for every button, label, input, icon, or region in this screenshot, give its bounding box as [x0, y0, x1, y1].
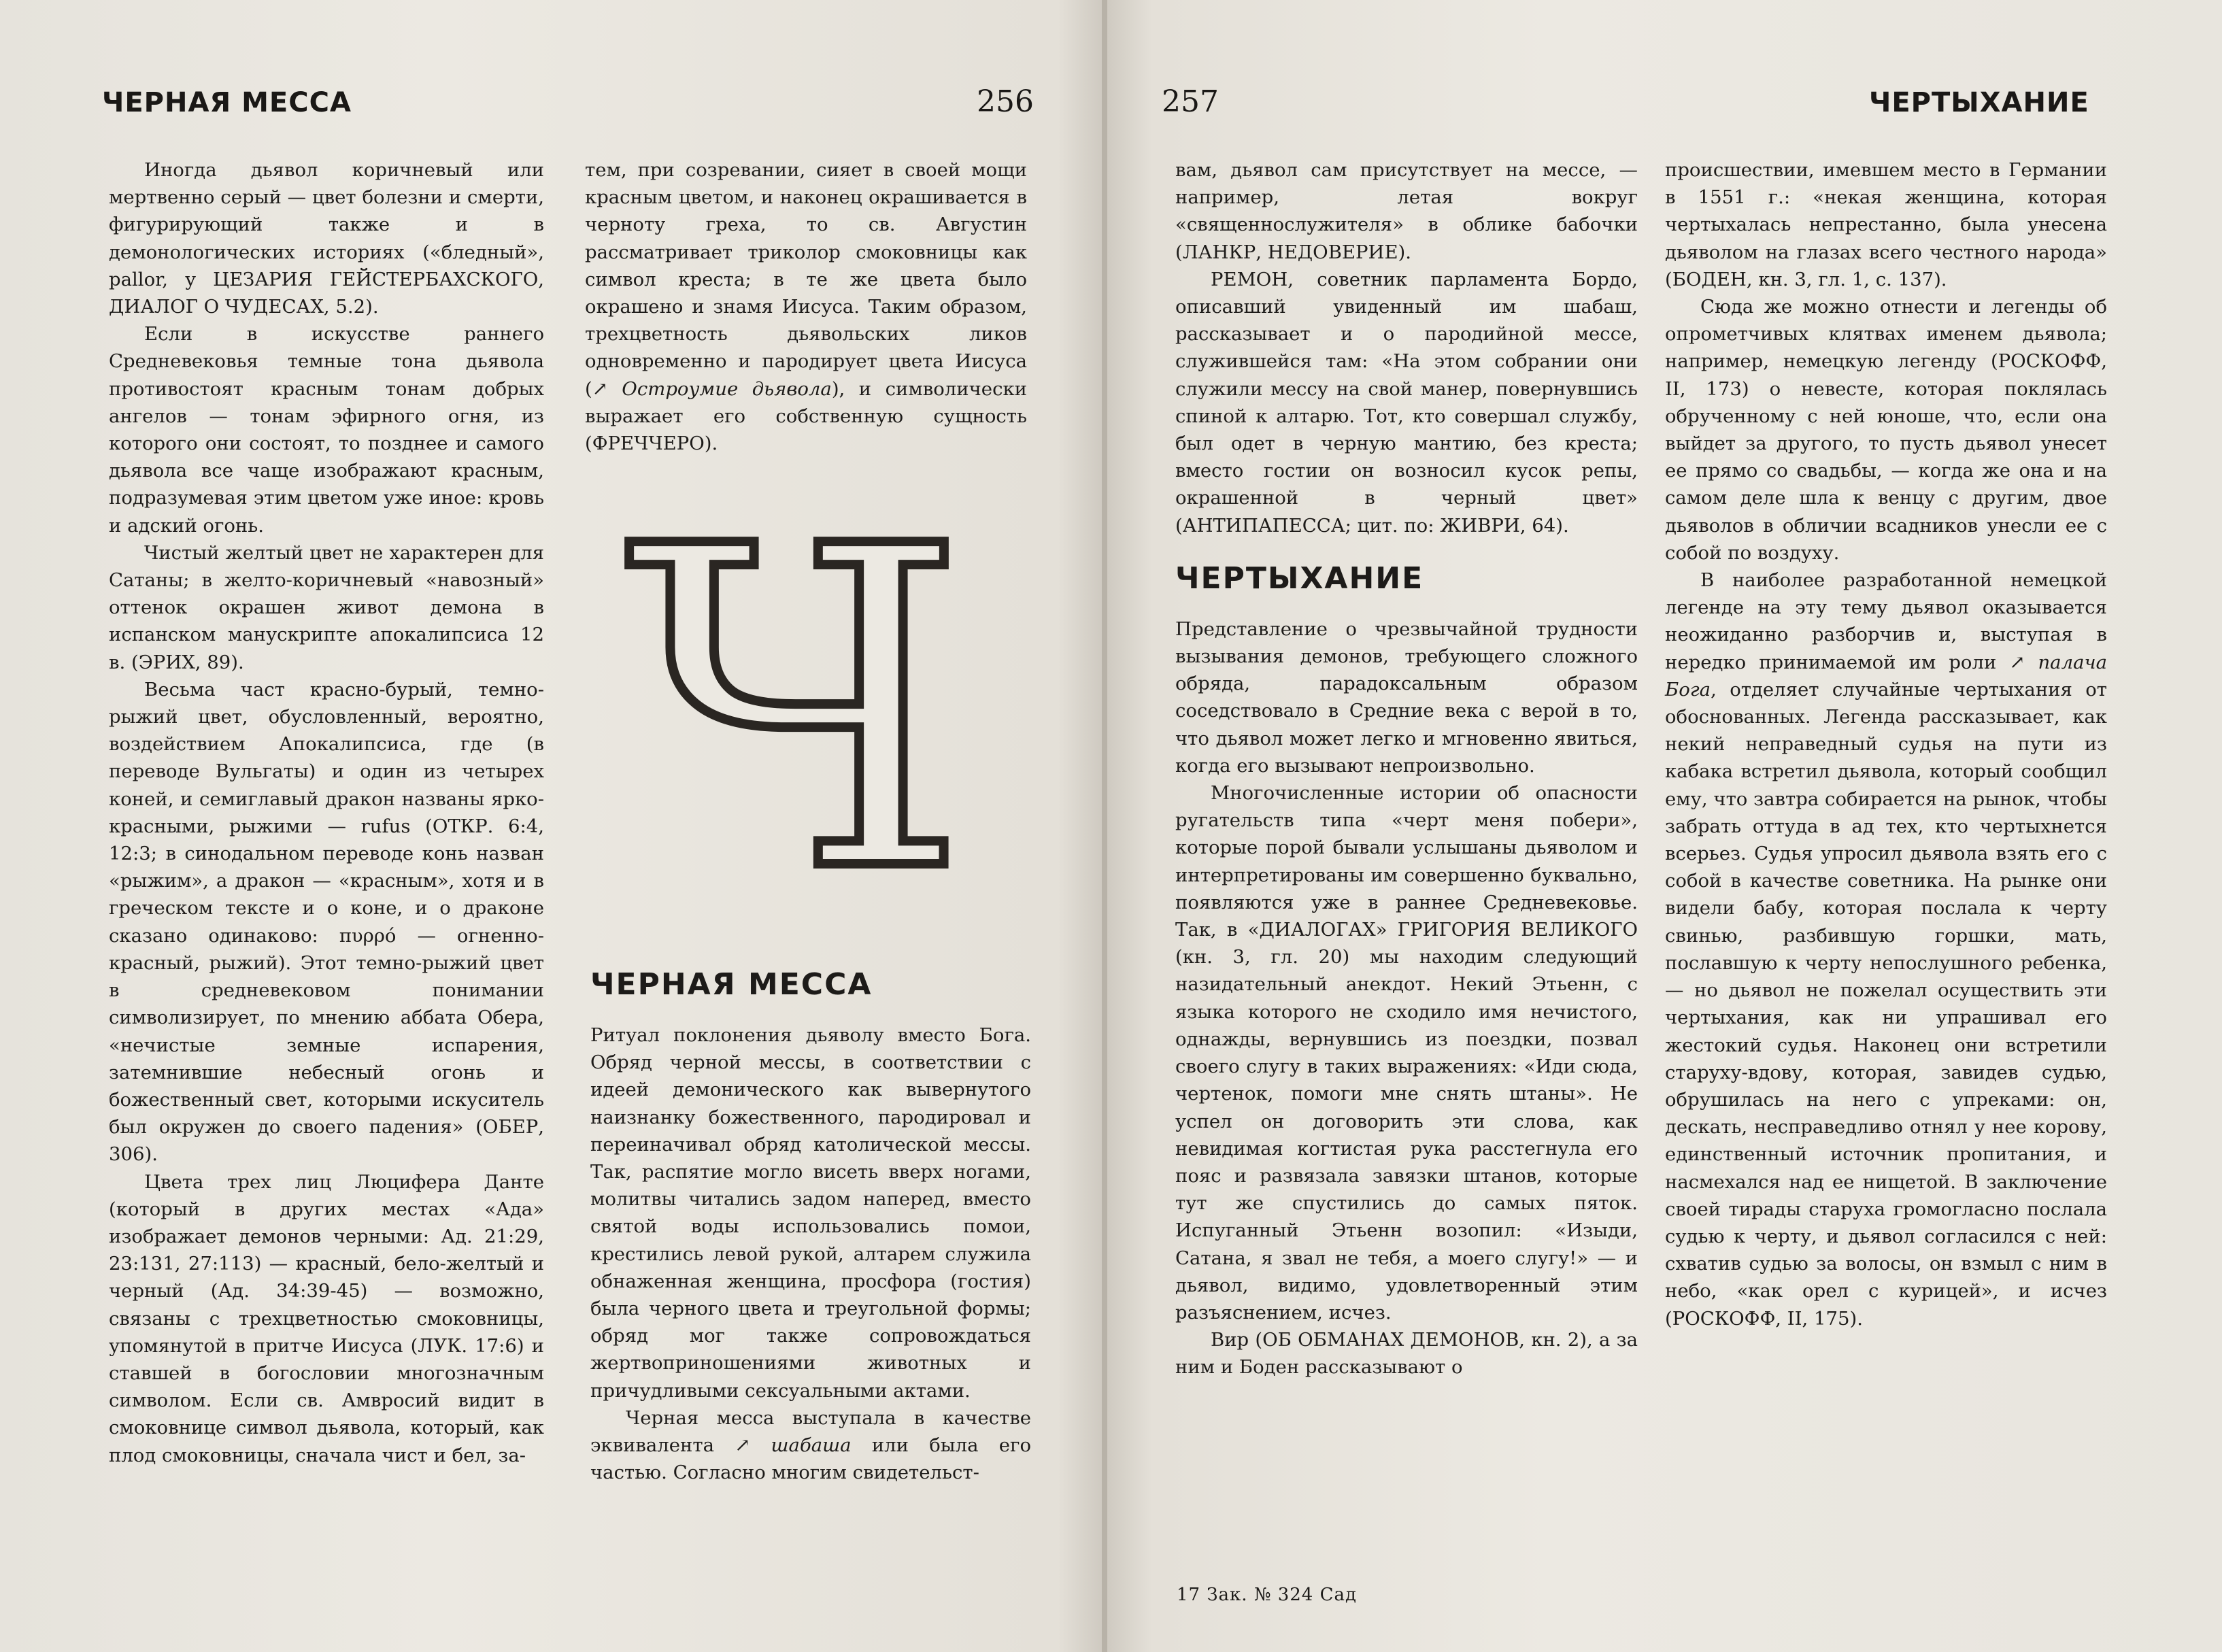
right-column-2 [1638, 156, 2107, 1332]
paragraph: тем, при созревании, сияет в своей мощи красным цветом, и наконец окрашивается в черноту греха, то св. Августин рассматривает триколор смоковницы как символ креста; в те же цвета было окрашено и знамя Иисуса. Таким образом, трехцветность дьявольских ликов одновременно и пародирует цвета Иисуса (↗ Остроумие дьявола), и символически выражает его собственную сущность (ФРЕЧЧЕРО). [585, 159, 1027, 455]
right-column-1 [1175, 156, 1638, 1381]
paragraph: Чистый желтый цвет не характерен для Сатаны; в желто-коричневый «навозный» оттенок окрашен живот демона в испанском манускрипте апокалипсиса 12 в. (ЭРИХ, 89). [109, 541, 544, 673]
cross-reference-link[interactable]: ↗ палача Бога [1665, 651, 2107, 701]
page-number-right: 257 [1162, 84, 1219, 119]
paragraph: РЕМОН, советник парламента Бордо, описавший увиденный им шабаш, рассказывает и о пародийной мессе, служившейся там: «На этом собрании они служили мессу на свой манер, повернувшись спиной к алтарю. Тот, кто совершал службу, был одет в черную мантию, без креста; вместо гостии он возносил кусок репы, окрашенной в черный цвет» (АНТИПАПЕССА; цит. по: ЖИВРИ, 64). [1175, 268, 1638, 537]
book-gutter [1102, 0, 1107, 1652]
paragraph: Сюда же можно отнести и легенды об опрометчивых клятвах именем дьявола; например, немецкую легенду (РОСКОФФ, II, 173) о невесте, которая поклялась обрученному с ней юноше, что, если она выйдет за другого, то пусть дьявол унесет ее прямо со свадьбы, — когда же она и на самом деле шла к венцу с другим, двое дьяволов в обличии всадников унесли ее с собой по воздуху. [1665, 296, 2107, 564]
paragraph: Черная месса выступала в качестве эквивалента ↗ шабаша или была его частью. Согласно многим свидетельст- [590, 1406, 1032, 1484]
paragraph: происшествии, имевшем место в Германии в 1551 г.: «некая женщина, которая чертыхалась непрестанно, была унесена дьяволом на глазах всего честного народа» (БОДЕН, кн. 3, гл. 1, с. 137). [1665, 159, 2107, 290]
drop-letter-che [605, 520, 986, 915]
paragraph: Цвета трех лиц Люцифера Данте (который в других местах «Ада» изображает демонов черными: Ад. 21:29, 23:131, 27:113) — красный, бело-желтый и черный (Ад. 34:39-45) — возможно, связаны с трехцветностью смоковницы, упомянутой в притче Иисуса (ЛУК. 17:6) и ставшей в богословии многозначным символом. Если св. Амвросий видит в смоковнице символ дьявола, который, как плод смоковницы, сначала чист и бел, за- [109, 1170, 544, 1466]
drop-letter-glyph: Ч [624, 520, 967, 915]
paragraph: Весьма част красно-бурый, темно-рыжий цвет, обусловленный, вероятно, воздействием Апокалипсиса, где (в переводе Вульгаты) и один из четырех коней, и семиглавый дракон названы ярко-красными, рыжими — rufus (ОТКР. 6:4, 12:3; в синодальном переводе конь назван «рыжим», а дракон — «красным», хотя и в греческом тексте и о коне, и о драконе сказано одинаково: πυρρό — огненно-красный, рыжий). Этот темно-рыжий цвет в средневековом понимании символизирует, по мнению аббата Обера, «нечистые земные испарения, затемнившие небесный огонь и божественный свет, которыми искуситель был окружен до своего падения» (ОБЕР, 306). [109, 678, 544, 1166]
paragraph: вам, дьявол сам присутствует на мессе, — например, летая вокруг «священнослужителя» в облике бабочки (ЛАНКР, НЕДОВЕРИЕ). [1175, 159, 1638, 263]
paragraph: Иногда дьявол коричневый или мертвенно серый — цвет болезни и смерти, фигурирующий также и в демонологических историях («бледный», pallor, у ЦЕЗАРИЯ ГЕЙСТЕРБАХСКОГО, ДИАЛОГ О ЧУДЕСАХ, 5.2). [109, 159, 544, 318]
left-column-1 [109, 156, 544, 1469]
left-page [0, 0, 1102, 1652]
page-number-left: 256 [977, 84, 1034, 119]
paragraph: Многочисленные истории об опасности ругательств типа «черт меня побери», которые порой бывали услышаны дьяволом и интерпретированы им совершенно буквально, появляются уже в раннее Средневековье. Так, в «ДИАЛОГАХ» ГРИГОРИЯ ВЕЛИКОГО (кн. 3, гл. 20) мы находим следующий назидательный анекдот. Некий Этьенн, с языка которого не сходило имя нечистого, однажды, вернувшись из поездки, позвал своего слугу в таких выражениях: «Иди сюда, чертенок, помоги мне снять штаны». Не успел он договорить эти слова, как невидимая когтистая рука расстегнула его пояс и развязала завязки штанов, которые тут же спустились до самых пяток. Испуганный Этьенн возопил: «Изыди, Сатана, я звал не тебя, а моего слугу!» — и дьявол, видимо, удовлетворенный этим разъяснением, исчез. [1175, 782, 1638, 1324]
printer-signature: 17 Зак. № 324 Сад [1177, 1585, 1357, 1605]
article-definition: Представление о чрезвычайной трудности вызывания демонов, требующего сложного обряда, парадоксальным образом соседствовало в Средние века с верой в то, что дьявол может легко и мгновенно явиться, когда его вызывают непроизвольно. [1175, 618, 1638, 777]
paragraph: Вир (ОБ ОБМАНАХ ДЕМОНОВ, кн. 2), а за ним и Боден рассказывают о [1175, 1329, 1638, 1379]
paragraph: В наиболее разработанной немецкой легенде на эту тему дьявол оказывается неожиданно разборчив и, выступая в нередко принимаемой им роли ↗ палача Бога, отделяет случайные чертыхания от обоснованных. Легенда рассказывает, как некий неправедный судья на пути из кабака встретил дьявола, который сообщил ему, что завтра собирается на рынок, чтобы забрать оттуда в ад тех, кто чертыхнется всерьез. Судья упросил дьявола взять его с собой в качестве советника. На рынке они видели бабу, которая послала к черту свинью, разбившую горшки, мать, пославшую к черту непослушного ребенка, — но дьявол не пожелал осуществить эти чертыхания, как ни упрашивал его жестокий судья. Наконец они встретили старуху-вдову, которая, завидев судью, обрушилась на него с упреками: он, дескать, несправедливо отнял у нее корову, единственный источник пропитания, и насмехался над ее нищетой. В заключение своей тирады старуха громогласно послала судью к черту, и дьявол согласился с ней: схватив судью за волосы, он взмыл с ним в небо, «как орел с курицей», и исчез (РОСКОФФ, II, 175). [1665, 569, 2107, 1330]
article-definition: Ритуал поклонения дьяволу вместо Бога. Обряд черной мессы, в соответствии с идеей демонического как вывернутого наизнанку божественного, пародировал и переиначивал обряд католической мессы. Так, распятие могло висеть вверх ногами, молитвы читались задом наперед, вместо святой воды использовались помои, крестились левой рукой, алтарем служила обнаженная женщина, просфора (гостия) была черного цвета и треугольной формы; обряд мог также сопровождаться жертвоприношениями животных и причудливыми сексуальными актами. [590, 1024, 1031, 1402]
running-head-right: ЧЕРТЫХАНИЕ [1869, 87, 2089, 118]
cross-reference-link[interactable]: ↗ шабаша [735, 1434, 852, 1457]
article-title-swearing: ЧЕРТЫХАНИЕ [1175, 560, 1424, 596]
left-column-2-top [585, 156, 1027, 457]
article-title-black-mass: ЧЕРНАЯ МЕССА [590, 967, 873, 1002]
paragraph: Если в искусстве раннего Средневековья темные тона дьявола противостоят красным тонам добрых ангелов — тонам эфирного огня, из которого они состоят, то позднее и самого дьявола все чаще изображают красным, подразумевая этим цветом уже иное: кровь и адский огонь. [109, 323, 544, 537]
left-column-2-article [590, 966, 1031, 1486]
cross-reference-link[interactable]: ↗ Остроумие дьявола [592, 377, 832, 400]
right-page [1107, 0, 2222, 1652]
running-head-left: ЧЕРНАЯ МЕССА [102, 87, 352, 118]
